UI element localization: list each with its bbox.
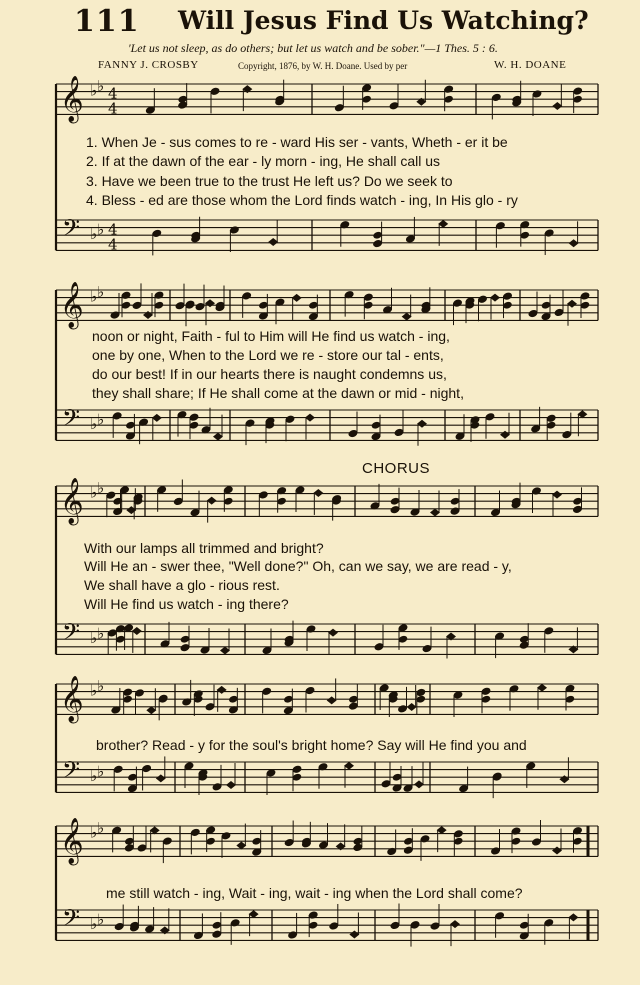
lyric-line: one by one, When to the Lord we re - store our tal - ents, xyxy=(92,347,444,363)
scripture-reference: 'Let us not sleep, as do others; but let us watch and be sober."—1 Thes. 5 : 6. xyxy=(128,41,498,55)
treble-clef: 𝄞 xyxy=(60,818,84,865)
key-flat: ♭ xyxy=(90,915,98,933)
key-flat: ♭ xyxy=(97,282,105,301)
key-flat: ♭ xyxy=(97,624,105,643)
time-signature: 4 xyxy=(108,220,118,239)
lyric-line: 1. When Je - sus comes to re - ward His ser - vants, Wheth - er it be xyxy=(86,134,508,150)
lyric-line: 3. Have we been true to the trust He left us? Do we seek to xyxy=(86,173,453,189)
key-flat: ♭ xyxy=(90,415,98,433)
bass-clef: 𝄢 xyxy=(62,403,81,437)
lyric-line: Will He an - swer thee, "Well done?" Oh, can we say, we are read - y, xyxy=(84,558,512,574)
key-flat: ♭ xyxy=(97,910,105,929)
key-flat: ♭ xyxy=(97,676,105,695)
time-signature: 4 xyxy=(108,235,118,254)
key-flat: ♭ xyxy=(90,225,98,243)
lyric-line: 2. If at the dawn of the ear - ly morn - ing, He shall call us xyxy=(86,153,441,169)
lyric-line: Will He find us watch - ing there? xyxy=(84,596,289,612)
time-signature: 4 xyxy=(108,84,118,103)
treble-clef: 𝄞 xyxy=(60,676,84,723)
lyric-line: brother? Read - y for the soul's bright home? Say will He find you and xyxy=(96,737,527,753)
copyright-notice: Copyright, 1876, by W. H. Doane. Used by per xyxy=(238,61,408,71)
bass-clef: 𝄢 xyxy=(62,617,81,651)
treble-clef: 𝄞 xyxy=(60,478,84,525)
lyricist-credit: FANNY J. CROSBY xyxy=(98,59,199,71)
key-flat: ♭ xyxy=(97,762,105,781)
lyric-line: 4. Bless - ed are those whom the Lord finds watch - ing, In His glo - ry xyxy=(86,192,518,208)
lyric-line: With our lamps all trimmed and bright? xyxy=(84,540,324,556)
key-flat: ♭ xyxy=(90,81,98,100)
key-flat: ♭ xyxy=(97,410,105,429)
key-flat: ♭ xyxy=(90,287,98,306)
composer-credit: W. H. DOANE xyxy=(494,59,567,71)
time-signature: 4 xyxy=(108,99,118,118)
chorus-label: CHORUS xyxy=(362,460,431,477)
lyric-line: We shall have a glo - rious rest. xyxy=(84,577,280,593)
lyric-line: noon or night, Faith - ful to Him will He find us watch - ing, xyxy=(92,328,450,344)
key-flat: ♭ xyxy=(90,823,98,842)
key-flat: ♭ xyxy=(97,220,105,239)
key-flat: ♭ xyxy=(97,478,105,497)
bass-clef: 𝄢 xyxy=(62,213,81,247)
bass-clef: 𝄢 xyxy=(62,903,81,937)
key-flat: ♭ xyxy=(90,629,98,647)
key-flat: ♭ xyxy=(90,483,98,502)
lyric-line: me still watch - ing, Wait - ing, wait - ing when the Lord shall come? xyxy=(106,885,523,901)
key-flat: ♭ xyxy=(97,818,105,837)
key-flat: ♭ xyxy=(90,767,98,785)
hymn-number: 111 xyxy=(74,4,140,39)
lyric-line: they shall share; If He shall come at the dawn or mid - night, xyxy=(92,385,464,401)
bass-clef: 𝄢 xyxy=(62,755,81,789)
treble-clef: 𝄞 xyxy=(60,76,84,123)
treble-clef: 𝄞 xyxy=(60,282,84,329)
lyric-line: do our best! If in our hearts there is naught condemns us, xyxy=(92,366,447,382)
key-flat: ♭ xyxy=(97,76,105,95)
key-flat: ♭ xyxy=(90,681,98,700)
hymn-title: Will Jesus Find Us Watching? xyxy=(178,6,589,35)
